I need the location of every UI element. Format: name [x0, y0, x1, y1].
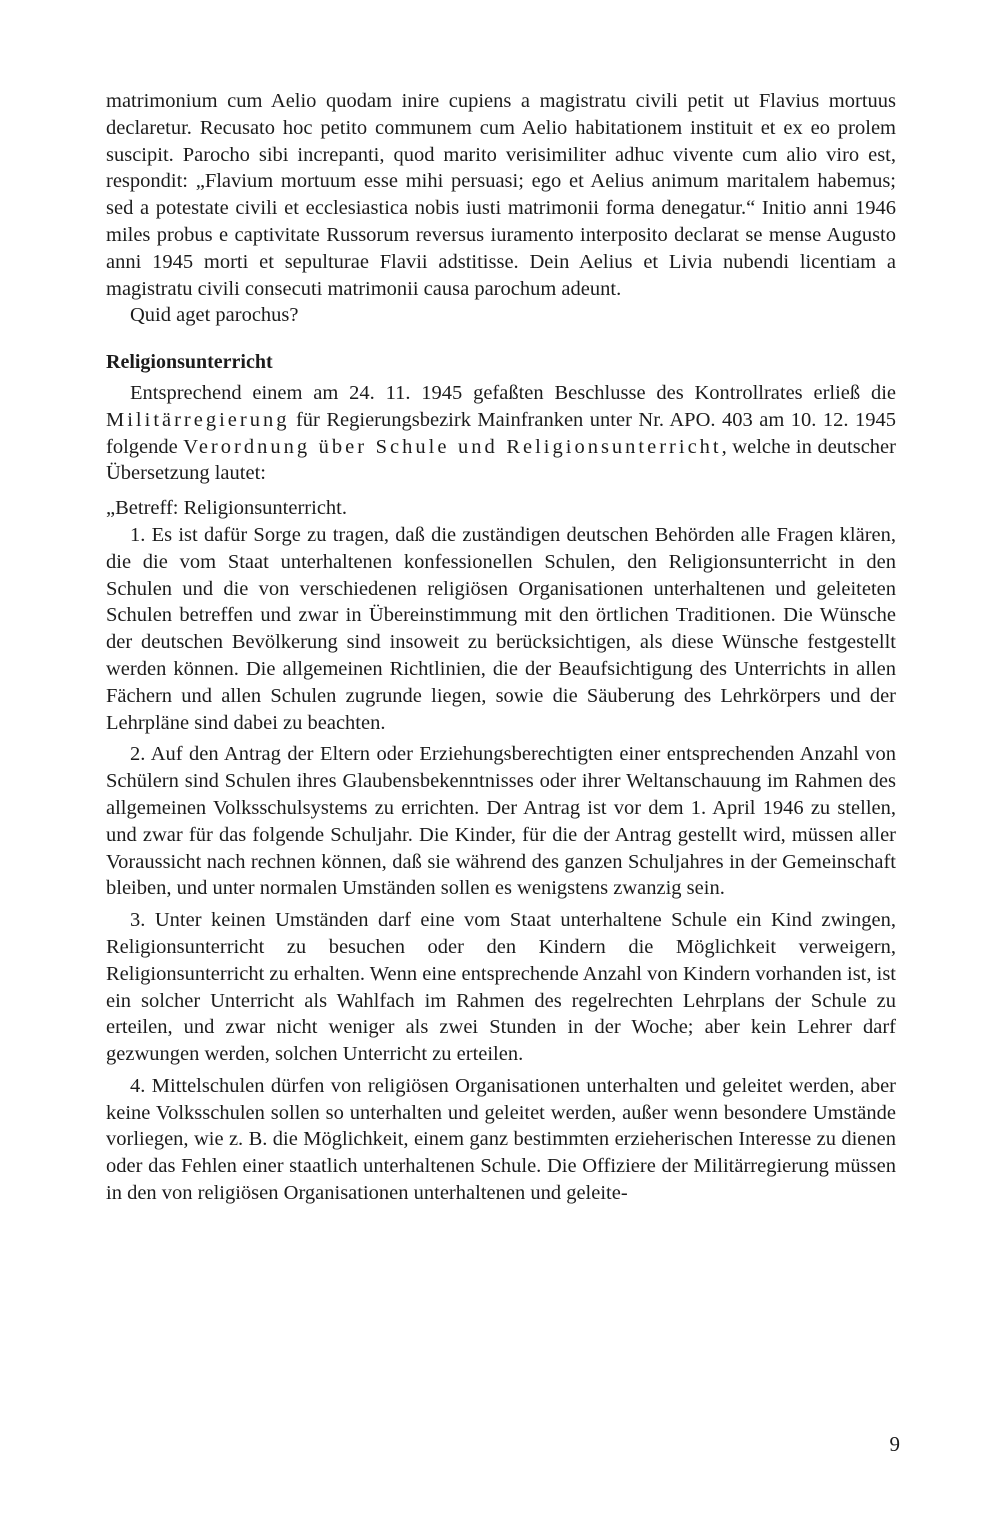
page-number: 9 [889, 1432, 900, 1456]
paragraph-point-2: 2. Auf den Antrag der Eltern oder Erziehungsberechtigten einer entsprechenden Anzahl von Schülern sind Schulen ihres Glaubensbekenntnisses oder ihrer Weltanschauung im Rahmen des allgemeinen Volksschulsystems zu errichten. Der Antrag ist vor dem 1. April 1946 zu stellen, und zwar für das folgende Schuljahr. Die Kinder, für die der Antrag gestellt wird, müssen aller Voraussicht nach rechnen können, daß sie während des ganzen Schuljahres in der Gemeinschaft bleiben, und unter normalen Umständen sollen es wenigstens zwanzig sein. [106, 743, 896, 900]
paragraph-latin-case: matrimonium cum Aelio quodam inire cupiens a magistratu civili petit ut Flavius mortuus declaretur. Recusato hoc petito communem cum Aelio habitationem instituit et ex eo prolem suscipit. Parocho sibi increpanti, quod marito verisimiliter adhuc vivente cum alio viro est, respondit: „Flavium mortuum esse mihi persuasi; ego et Aelius animum maritalem habemus; sed a potestate civili et ecclesiastica nobis iusti matrimonii forma denegatur.“ Initio anni 1946 miles probus e captivitate Russorum reversus iuramento interposito declarat se mense Augusto anni 1945 morti et sepulturae Flavii adstitisse. Dein Aelius et Livia nubendi licentiam a magistratu civili consecuti matrimonii causa parochum adeunt. [106, 90, 896, 300]
paragraph-point-4: 4. Mittelschulen dürfen von religiösen Organisationen unterhalten und geleitet werden, aber keine Volksschulen sollen so unterhalten und geleitet werden, außer wenn besondere Umstände vorliegen, wie z. B. die Möglichkeit, einem ganz bestimmten erzieherischen Interesse zu dienen oder das Fehlen einer staatlich unterhaltenen Schule. Die Offiziere der Militärregierung müssen in den von religiösen Organisationen unterhaltenen und geleite- [106, 1074, 896, 1205]
intro-text-2: für Regierungsbezirk Mainfranken unter Nr. APO. 403 am 10. 12. 1945 folgende [106, 408, 896, 458]
paragraph-point-3: 3. Unter keinen Umständen darf eine vom Staat unterhaltene Schule ein Kind zwingen, Religionsunterricht zu besuchen oder den Kindern die Möglichkeit verweigern, Religionsunterricht zu erhalten. Wenn eine entsprechende Anzahl von Kindern vorhanden ist, ist ein solcher Unterricht als Wahlfach im Rahmen des regelrechten Lehrplans der Schule zu erteilen, und zwar nicht weniger als zwei Stunden in der Woche; aber kein Lehrer darf gezwungen werden, solchen Unterricht zu erteilen. [106, 909, 896, 1066]
intro-spaced-1: Militärregierung [106, 408, 290, 431]
document-page [106, 88, 896, 1207]
intro-spaced-2: Verordnung über Schule und Religionsunterricht [183, 435, 722, 458]
paragraph-question: Quid aget parochus? [130, 304, 299, 327]
section-heading: Religionsunterricht [106, 351, 273, 374]
paragraph-betreff: „Betreff: Religionsunterricht. [106, 497, 347, 520]
paragraph-intro [106, 380, 896, 487]
intro-text-3: , welche in deutscher Übersetzung lautet: [106, 435, 896, 485]
paragraph-point-1: 1. Es ist dafür Sorge zu tragen, daß die zuständigen deutschen Behörden alle Fragen klären, die die vom Staat unterhaltenen konfessionellen Schulen, den Religionsunterricht in den Schulen und die von verschiedenen religiösen Organisationen unterhaltenen und geleiteten Schulen betreffen und zwar in Übereinstimmung mit den örtlichen Traditionen. Die Wünsche der deutschen Bevölkerung sind insoweit zu berücksichtigen, als diese Wünsche festgestellt werden können. Die allgemeinen Richtlinien, die der Beaufsichtigung des Unterrichts in allen Fächern und allen Schulen zugrunde liegen, sowie die Säuberung des Lehrkörpers und der Lehrpläne sind dabei zu beachten. [106, 523, 896, 734]
intro-text-1: Entsprechend einem am 24. 11. 1945 gefaßten Beschlusse des Kontrollrates erließ die [130, 381, 896, 404]
